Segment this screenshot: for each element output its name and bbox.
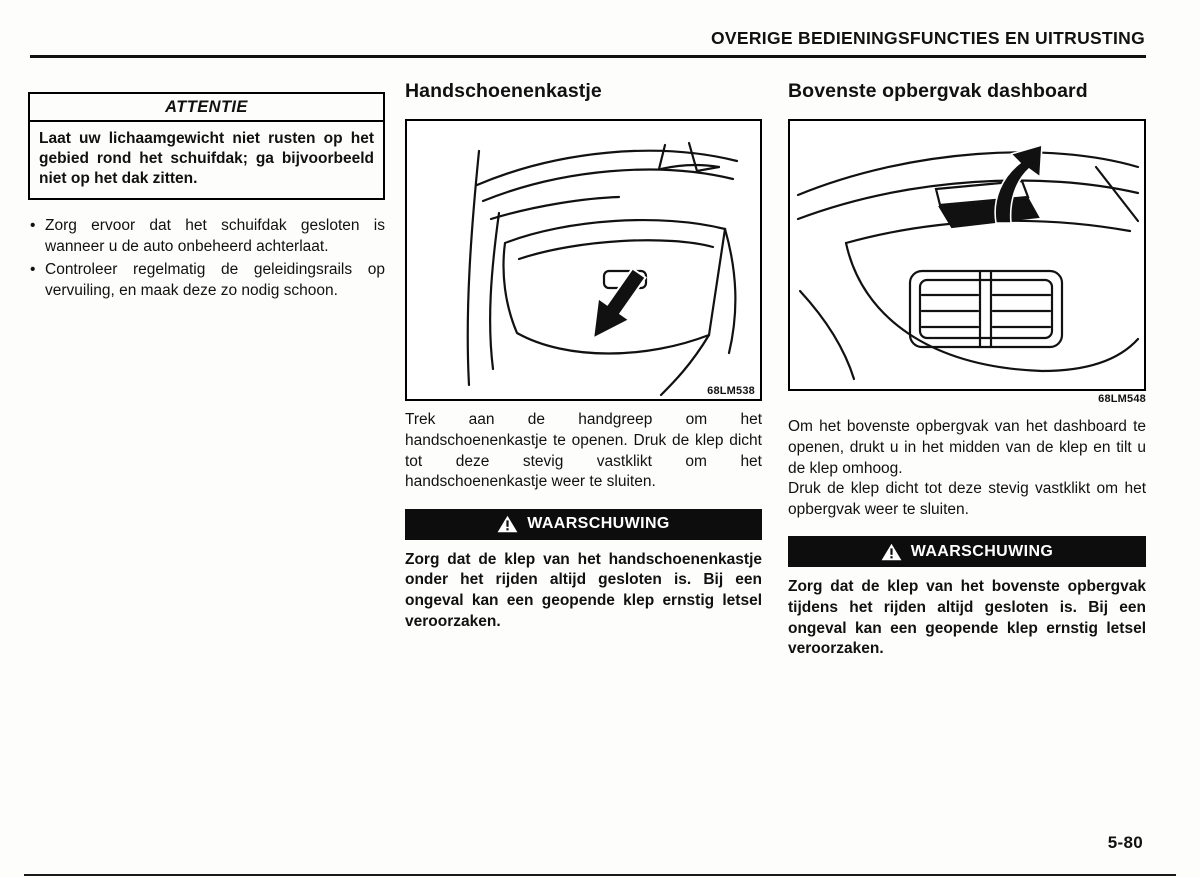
left-column: [28, 80, 385, 304]
figure-code: 68LM548: [1098, 393, 1146, 406]
paragraph: Trek aan de handgreep om het handschoenenkastje te openen. Druk de klep dicht tot deze stevig vastklikt om het handschoenenkastje weer te sluiten.: [405, 411, 762, 491]
warning-body: Zorg dat de klep van het handschoenenkastje onder het rijden altijd gesloten is. Bij een ongeval kan een geopende klep ernstig letsel veroorzaken.: [405, 550, 762, 630]
glovebox-figure: [405, 119, 762, 401]
section-title-top-storage: Bovenste opbergvak dashboard: [788, 80, 1088, 102]
paragraph: Druk de klep dicht tot deze stevig vastklikt om het opbergvak weer te sluiten.: [788, 480, 1146, 518]
section-title-glovebox: Handschoenenkastje: [405, 80, 602, 102]
attention-title: ATTENTIE: [30, 94, 383, 122]
warning-title: WAARSCHUWING: [527, 515, 670, 533]
paragraph: Om het bovenste opbergvak van het dashboard te openen, drukt u in het midden van de klep en tilt u de klep omhoog.: [788, 418, 1146, 477]
bullet-text: Zorg ervoor dat het schuifdak gesloten is wanneer u de auto onbeheerd achterlaat.: [45, 217, 385, 255]
dashboard-illustration: [790, 121, 1144, 389]
warning-body: Zorg dat de klep van het bovenste opbergvak tijdens het rijden altijd gesloten is. Bij een ongeval kan een geopende klep ernstig letsel veroorzaken.: [788, 578, 1146, 658]
warning-banner: [405, 509, 762, 540]
header-rule: [30, 55, 1146, 58]
glovebox-section: [405, 80, 762, 632]
attention-body: Laat uw lichaamgewicht niet rusten op het gebied rond het schuifdak; ga bijvoorbeeld niet op het dak zitten.: [39, 130, 374, 188]
warning-triangle-icon: [497, 515, 518, 533]
bullet-icon: •: [30, 261, 36, 279]
figure-code: 68LM538: [707, 385, 755, 398]
top-storage-body: [788, 417, 1146, 520]
page-bottom-rule: [24, 874, 1176, 876]
bullet-text: Controleer regelmatig de geleidingsrails op vervuiling, en maak deze zo nodig schoon.: [45, 261, 385, 299]
page-header-title: OVERIGE BEDIENINGSFUNCTIES EN UITRUSTING: [711, 28, 1145, 48]
warning-triangle-icon: [881, 543, 902, 561]
bullet-list: [28, 216, 385, 301]
warning-title: WAARSCHUWING: [910, 542, 1054, 560]
bullet-icon: •: [30, 217, 36, 235]
warning-banner: [788, 536, 1146, 567]
list-item: [28, 216, 385, 257]
attention-box: [28, 92, 385, 200]
glovebox-illustration: [407, 121, 760, 399]
list-item: [28, 260, 385, 301]
glovebox-body: [405, 410, 762, 492]
top-storage-figure: [788, 119, 1146, 391]
open-direction-arrow: [578, 262, 655, 349]
top-storage-section: [788, 80, 1146, 660]
page-number: 5-80: [1107, 833, 1143, 852]
